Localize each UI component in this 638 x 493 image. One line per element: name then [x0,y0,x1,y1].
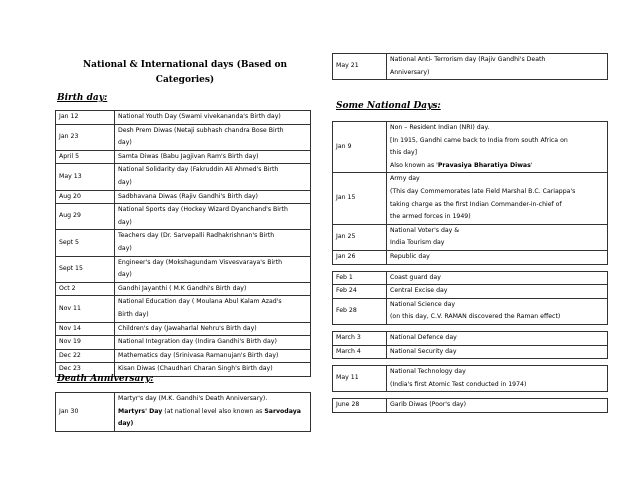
table-row [56,336,311,350]
event-cell [115,349,311,363]
event-cell [115,230,311,256]
date-cell: Feb 28 [333,298,387,324]
date-cell: Aug 29 [56,204,115,230]
date-cell: Jan 9 [333,122,387,173]
event-line: day) [118,218,132,226]
death-description: Martyr's day (M.K. Gandhi's Death Anniversary). [115,393,311,406]
date-cell: Jan 15 [333,173,387,224]
table-row [56,164,311,190]
event-line: day) [118,271,132,279]
table-row [333,285,608,299]
event-line: Birth day) [118,310,149,318]
date-cell: Aug 20 [56,190,115,204]
event-cell [387,366,608,392]
event-line: Kisan Diwas (Chaudhari Charan Singh's Birth day) [118,365,273,373]
event-line: Sadbhavana Diwas (Rajiv Gandhi's Birth day) [118,192,258,200]
event-line: National Sports day (Hockey Wizard Dyanchand's Birth [118,206,288,214]
event-line: National Integration day (Indira Gandhi's Birth day) [118,338,277,346]
event-cell [387,331,608,345]
event-cell [387,285,608,299]
event-cell [387,271,608,285]
death-date: Jan 30 [56,393,115,432]
event-line: day) [118,244,132,252]
birth-day-table [55,110,311,377]
event-cell [387,173,608,224]
event-line: Anniversary) [390,68,430,76]
event-line: Coast guard day [390,273,441,281]
table-row [56,190,311,204]
event-cell [115,190,311,204]
table-row [333,345,608,359]
table-row [56,124,311,150]
event-cell [387,250,608,264]
event-cell [115,124,311,150]
event-line: India Tourism day [390,239,445,247]
event-line: day) [118,178,132,186]
date-cell: March 4 [333,345,387,359]
date-cell: Oct 2 [56,282,115,296]
death-text: (at national level also known as [162,407,265,415]
martyrs-day-label: Martyrs' Day [118,407,163,415]
table-row [333,250,608,264]
event-line: National Youth Day (Swami vivekananda's Birth day) [118,113,281,120]
date-cell: Jan 23 [56,124,115,150]
event-cell [115,322,311,336]
date-cell: Jan 25 [333,224,387,250]
table-row [333,366,608,392]
death-description-line [115,406,311,419]
date-cell: Nov 19 [56,336,115,350]
event-cell [115,111,311,125]
table-row [56,256,311,282]
table-row [56,111,311,125]
event-line: Mathematics day (Srinivasa Ramanujan's Birth day) [118,351,279,359]
gap-cell [333,359,608,366]
event-cell [115,204,311,230]
event-cell [115,256,311,282]
event-line: (on this day, C.V. RAMAN discovered the Raman effect) [390,313,561,321]
national-days-heading: Some National Days: [336,101,441,111]
date-cell: April 5 [56,150,115,164]
date-cell: Jan 12 [56,111,115,125]
table-row [333,331,608,345]
death-anniversary-table [55,392,311,432]
date-cell: Sept 15 [56,256,115,282]
date-cell: May 21 [333,54,387,80]
event-line: Gandhi Jayanthi ( M.K Gandhi's Birth day) [118,284,247,292]
table-row [333,54,608,80]
event-line: Garib Diwas (Poor's day) [390,401,466,409]
event-cell [387,345,608,359]
event-cell [115,296,311,322]
national-days-table [332,121,608,413]
event-line: National Education day ( Moulana Abul Kalam Azad's [118,298,282,306]
event-line: National Technology day [390,368,466,376]
date-cell: Dec 22 [56,349,115,363]
event-cell [387,224,608,250]
gap-cell [333,392,608,399]
event-line: (This day Commemorates late Field Marshal B.C. Cariappa's [390,187,576,195]
gap-cell [333,324,608,331]
event-line: taking charge as the first Indian Commander-in-chief of [390,200,562,208]
table-row [56,204,311,230]
event-line: Republic day [390,252,430,260]
gap-cell [333,264,608,271]
date-cell: May 11 [333,366,387,392]
event-cell [387,399,608,413]
event-line: National Solidarity day (Fakruddin Ali Ahmed's Birth [118,166,279,174]
date-cell: Dec 23 [56,363,115,377]
event-line: Desh Prem Diwas (Netaji subhash chandra Bose Birth [118,126,284,134]
event-line: National Defence day [390,333,457,341]
date-cell: Feb 1 [333,271,387,285]
table-row [56,282,311,296]
event-line: Teachers day (Dr. Sarvepalli Radhakrishnan's Birth [118,232,275,240]
birth-day-heading: Birth day: [57,93,108,103]
event-line: National Voter's day & [390,226,460,234]
event-line: the armed forces in 1949) [390,213,471,221]
table-gap [333,264,608,271]
event-line: (India's first Atomic Test conducted in 1974) [390,380,527,388]
event-line: day) [118,139,132,147]
table-row [333,224,608,250]
event-cell [115,282,311,296]
table-row [333,122,608,173]
table-row [56,230,311,256]
event-line: Samta Diwas (Babu Jagjivan Ram's Birth day) [118,152,259,160]
event-line: National Security day [390,347,457,355]
may21-table [332,53,608,80]
event-line: Engineer's day (Mokshagundam Visvesvaraya's Birth [118,258,283,266]
event-line: Children's day (Jawaharlal Nehru's Birth day) [118,324,257,332]
table-gap [333,324,608,331]
date-cell: Jan 26 [333,250,387,264]
event-line: National Science day [390,300,456,308]
event-line: Also known as 'Pravasiya Bharatiya Diwas' [390,161,533,169]
death-description-line: day) [115,418,311,431]
event-cell [115,164,311,190]
date-cell: June 28 [333,399,387,413]
event-line: this day] [390,149,418,157]
table-row [56,349,311,363]
event-line: Central Excise day [390,287,448,295]
table-gap [333,359,608,366]
table-gap [333,392,608,399]
table-row [56,150,311,164]
table-row [333,271,608,285]
event-cell [115,336,311,350]
sarvodaya-label: Sarvodaya [264,407,301,415]
date-cell: March 3 [333,331,387,345]
event-line: National Anti- Terrorism day (Rajiv Gandhi's Death [390,56,546,63]
table-row [56,322,311,336]
date-cell: Sept 5 [56,230,115,256]
date-cell: Nov 11 [56,296,115,322]
document-title: National & International days (Based on Categories) [82,60,288,85]
date-cell: May 13 [56,164,115,190]
date-cell: Nov 14 [56,322,115,336]
event-cell [387,122,608,173]
event-cell [115,150,311,164]
event-cell [387,298,608,324]
event-cell [387,54,608,80]
table-row [333,298,608,324]
death-anniversary-heading: Death Anniversary: [57,374,154,384]
table-row [56,393,311,406]
event-line: [In 1915, Gandhi came back to India from south Africa on [390,136,568,144]
table-row [56,296,311,322]
event-line: Non – Resident Indian (NRI) day. [390,124,490,131]
table-row [333,399,608,413]
table-row [333,173,608,224]
date-cell: Feb 24 [333,285,387,299]
pravasiya-label: Pravasiya Bharatiya Diwas [437,161,531,169]
event-line: Army day [390,175,420,183]
